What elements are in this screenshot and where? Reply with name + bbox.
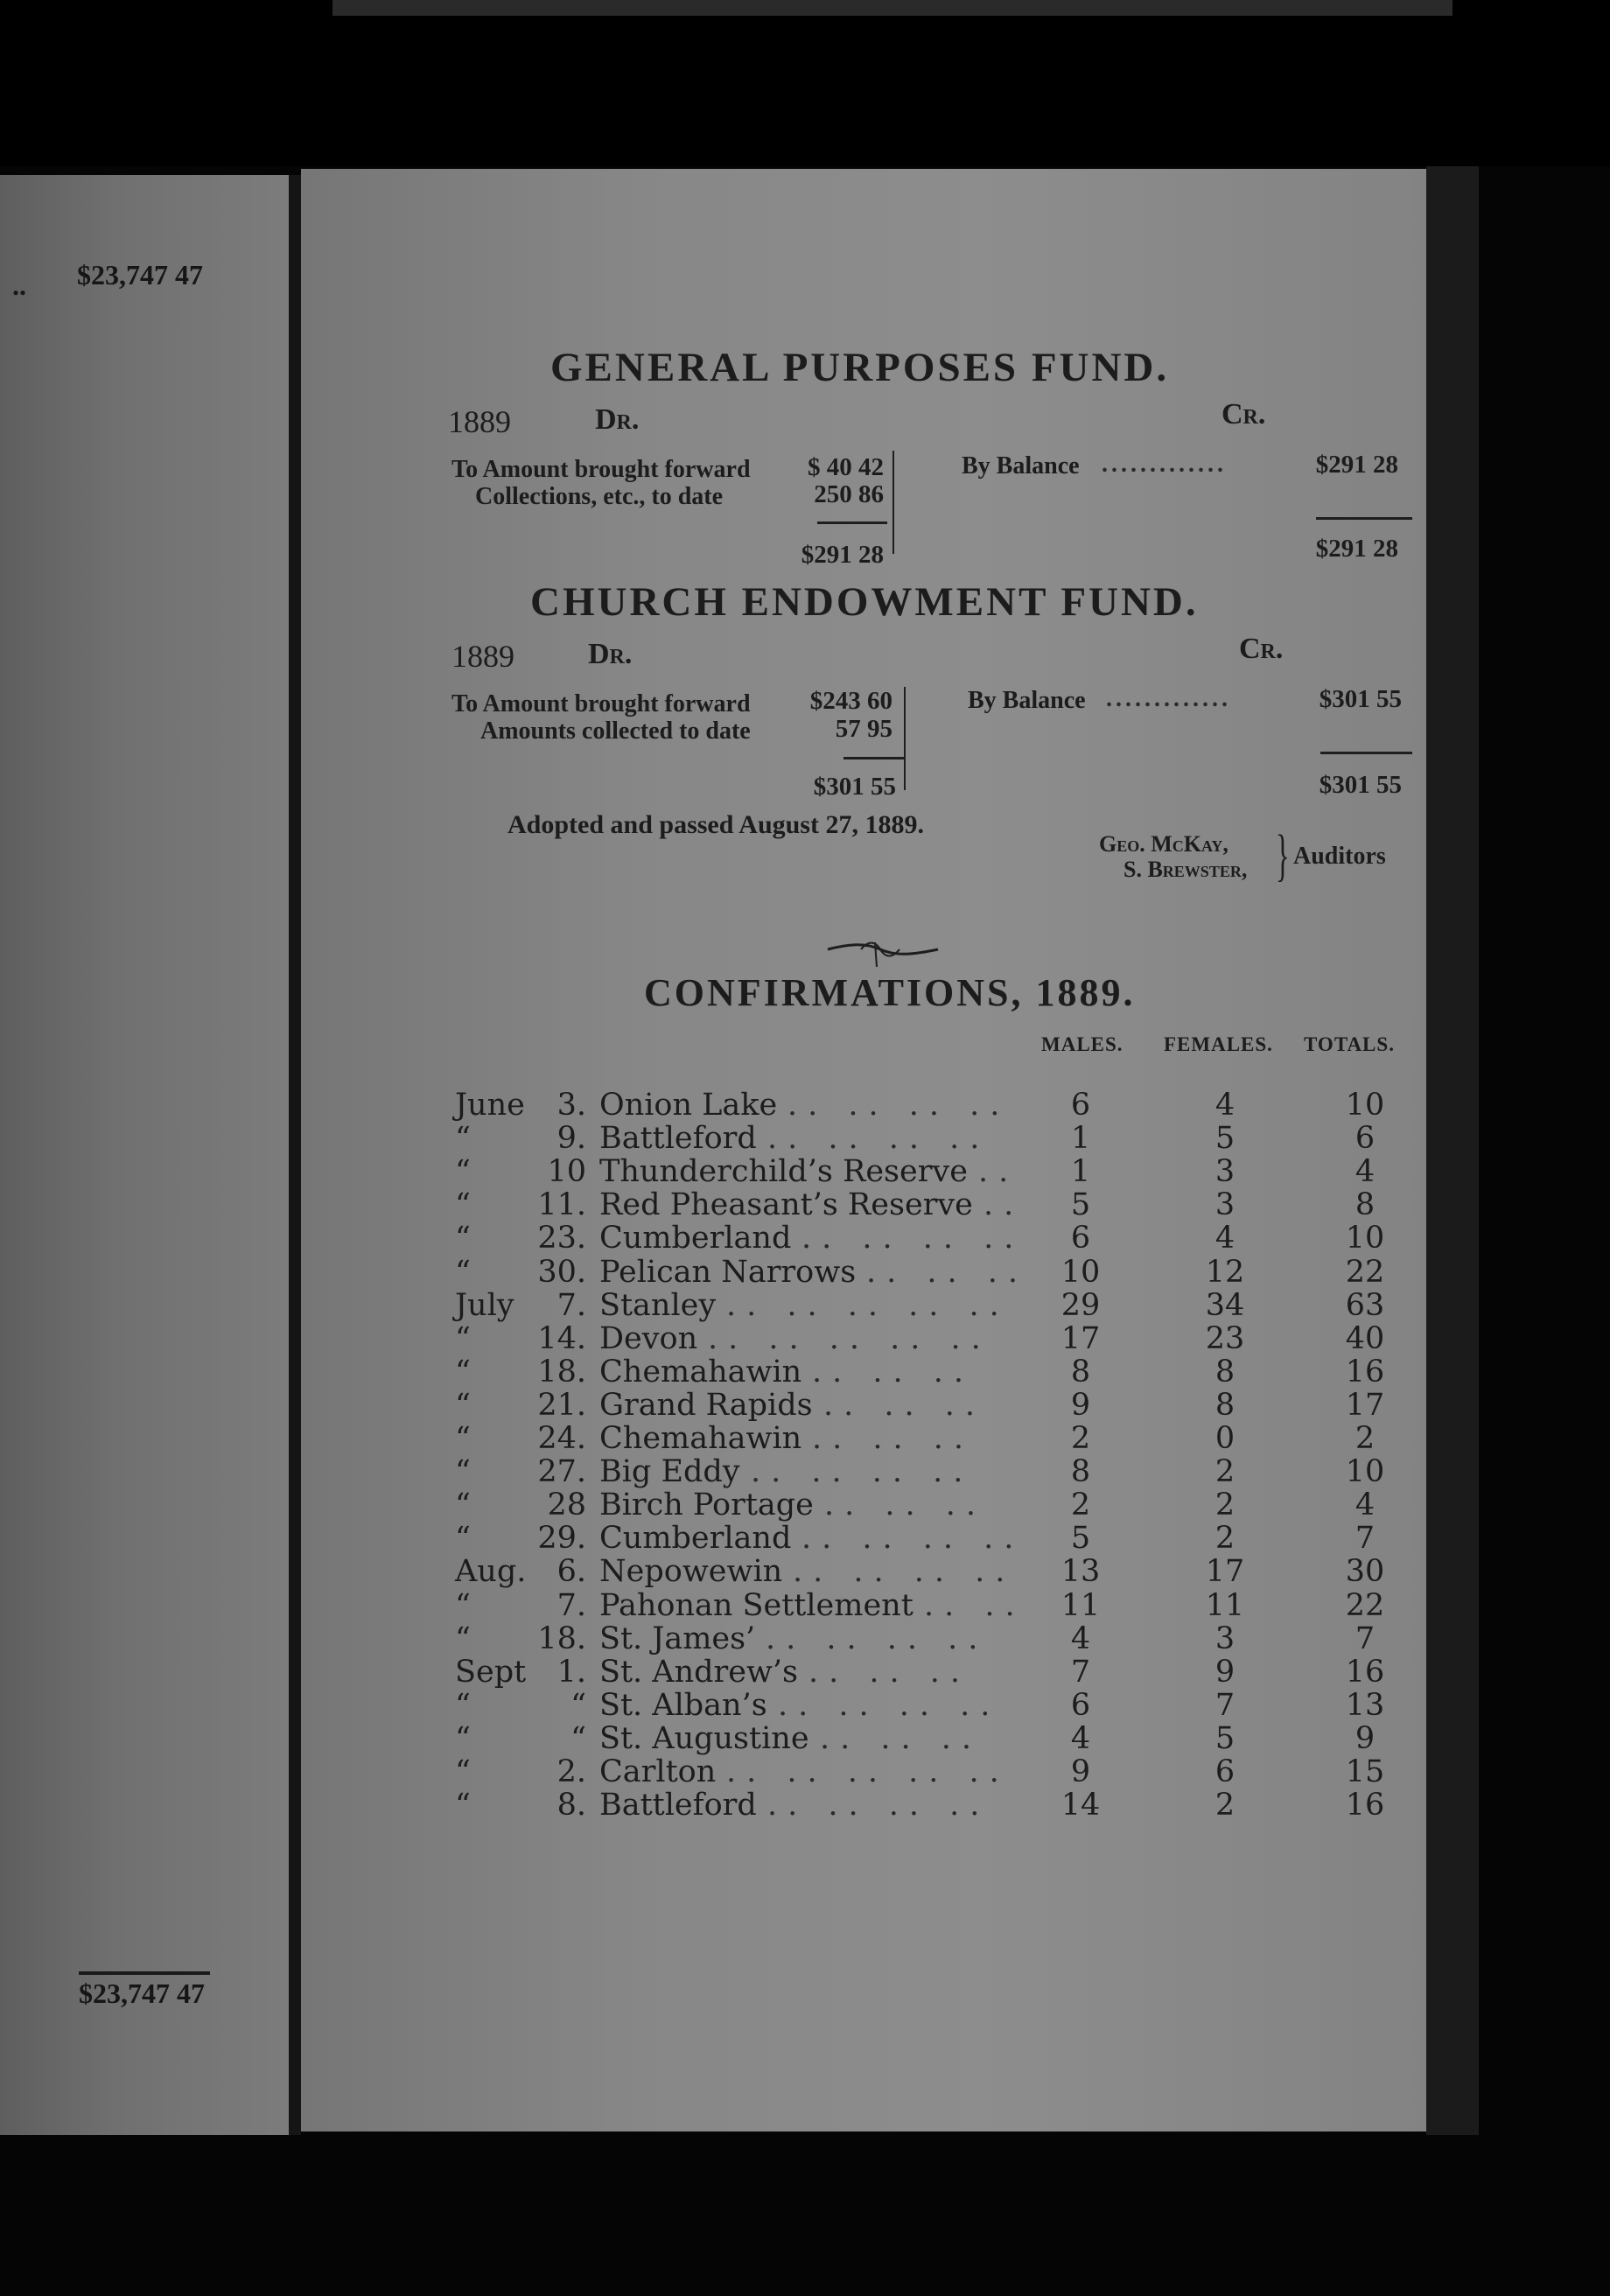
left-page-amount-top: $23,747 47 xyxy=(77,259,203,290)
row-day: 14. xyxy=(537,1320,586,1356)
endowment-fund-cr: Cr. xyxy=(1239,633,1284,665)
row-total: 17 xyxy=(1345,1387,1385,1423)
row-females: 11 xyxy=(1205,1587,1245,1623)
row-leader: .. .. .. xyxy=(824,1488,987,1523)
row-leader: .. .. xyxy=(924,1587,1026,1623)
row-total: 13 xyxy=(1345,1687,1385,1723)
row-place: Chemahawin xyxy=(599,1354,802,1390)
row-males: 9 xyxy=(1070,1387,1091,1423)
row-month: June xyxy=(455,1088,525,1123)
row-females: 2 xyxy=(1214,1488,1236,1523)
row-females: 8 xyxy=(1214,1387,1236,1423)
table-row xyxy=(455,1721,1418,1754)
row-month: “ xyxy=(455,1254,471,1290)
row-place: Big Eddy xyxy=(599,1454,740,1490)
row-month: Sept xyxy=(455,1654,527,1690)
document-page xyxy=(301,169,1426,2132)
scan-border-right xyxy=(1426,166,1479,2135)
row-females: 3 xyxy=(1214,1620,1236,1656)
row-total: 16 xyxy=(1345,1354,1385,1390)
endowment-fund-year: 1889 xyxy=(452,639,514,674)
row-day: 18. xyxy=(537,1620,586,1656)
table-row xyxy=(455,1255,1418,1288)
row-day: 7. xyxy=(556,1587,586,1623)
row-month: July xyxy=(455,1287,514,1323)
row-day: 3. xyxy=(556,1088,586,1123)
endowment-fund-dr-line-1-label: To Amount brought forward xyxy=(452,690,751,718)
row-place: Birch Portage xyxy=(599,1488,814,1523)
row-day: 18. xyxy=(537,1354,586,1390)
row-day: 23. xyxy=(537,1221,586,1256)
endowment-fund-cr-line-label: By Balance xyxy=(968,687,1086,714)
left-page-leader: .. xyxy=(12,270,26,301)
row-females: 2 xyxy=(1214,1454,1236,1490)
row-females: 2 xyxy=(1214,1788,1236,1824)
row-leader: .. .. .. xyxy=(812,1421,975,1456)
row-leader: .. .. .. xyxy=(823,1387,986,1423)
row-females: 4 xyxy=(1214,1088,1236,1123)
row-total: 22 xyxy=(1345,1587,1385,1623)
row-place: Onion Lake xyxy=(599,1088,778,1123)
page-edge-sliver xyxy=(332,0,1452,16)
row-place: Nepowewin xyxy=(599,1554,783,1590)
endowment-fund-dr-line-2-amount: 57 95 xyxy=(835,715,892,743)
row-place: Chemahawin xyxy=(599,1421,802,1456)
endowment-fund-dr-line-2-label: Amounts collected to date xyxy=(480,718,751,745)
row-place: Pahonan Settlement xyxy=(599,1587,914,1623)
left-page-amount-total: $23,747 47 xyxy=(79,1978,205,2009)
row-females: 5 xyxy=(1214,1121,1236,1157)
row-males: 1 xyxy=(1070,1154,1091,1190)
adoption-statement: Adopted and passed August 27, 1889. xyxy=(508,810,924,839)
header-totals: TOTALS. xyxy=(1304,1033,1395,1055)
row-males: 5 xyxy=(1070,1187,1091,1223)
general-fund-cr-line-amount: $291 28 xyxy=(1315,451,1398,479)
row-day: 10 xyxy=(547,1154,586,1190)
row-leader: .. .. .. .. xyxy=(767,1121,990,1157)
row-males: 8 xyxy=(1070,1454,1091,1490)
row-leader: .. .. .. .. .. xyxy=(726,1754,1010,1789)
row-total: 30 xyxy=(1345,1554,1385,1590)
row-total: 63 xyxy=(1345,1287,1385,1323)
row-leader: .. .. .. xyxy=(808,1654,971,1690)
row-month: “ xyxy=(455,1421,471,1456)
row-month: “ xyxy=(455,1720,471,1756)
general-fund-dr-line-2-amount: 250 86 xyxy=(814,480,884,508)
row-leader: .. .. .. .. xyxy=(751,1454,974,1490)
endowment-fund-column-divider xyxy=(904,687,906,790)
row-total: 7 xyxy=(1354,1521,1376,1557)
row-males: 8 xyxy=(1070,1354,1091,1390)
auditor-1: Geo. McKay, xyxy=(1099,831,1228,857)
auditor-2: S. Brewster, xyxy=(1124,857,1248,882)
row-females: 7 xyxy=(1214,1687,1236,1723)
row-leader: .. .. .. .. xyxy=(793,1554,1016,1590)
row-month: “ xyxy=(455,1221,471,1256)
row-males: 9 xyxy=(1070,1754,1091,1789)
general-fund-cr-total: $291 28 xyxy=(1315,535,1398,563)
row-month: “ xyxy=(455,1387,471,1423)
row-females: 23 xyxy=(1205,1320,1245,1356)
endowment-fund-dr-total-rule xyxy=(844,757,905,760)
row-leader: .. .. .. .. .. xyxy=(726,1287,1010,1323)
row-place: Battleford xyxy=(599,1121,757,1157)
general-fund-title: GENERAL PURPOSES FUND. xyxy=(550,345,1170,390)
row-month: “ xyxy=(455,1320,471,1356)
general-fund-cr-leader: ............. xyxy=(1102,451,1227,478)
row-place: Grand Rapids xyxy=(599,1387,813,1423)
row-males: 11 xyxy=(1060,1587,1101,1623)
row-females: 0 xyxy=(1214,1421,1236,1456)
row-place: Carlton xyxy=(599,1754,717,1789)
row-leader: .. .. .. .. xyxy=(778,1687,1001,1723)
endowment-fund-cr-total-rule xyxy=(1320,752,1412,754)
row-total: 16 xyxy=(1345,1654,1385,1690)
table-row xyxy=(455,1288,1418,1321)
table-row xyxy=(455,1221,1418,1254)
row-total: 7 xyxy=(1354,1620,1376,1656)
row-males: 4 xyxy=(1070,1720,1091,1756)
row-day: 9. xyxy=(556,1121,586,1157)
row-females: 5 xyxy=(1214,1720,1236,1756)
table-row xyxy=(455,1187,1418,1221)
row-place: Thunderchild’s Reserve xyxy=(599,1154,968,1190)
row-males: 6 xyxy=(1070,1221,1091,1256)
row-place: St. James’ xyxy=(599,1620,756,1656)
auditors-brace: } xyxy=(1275,823,1290,887)
row-males: 1 xyxy=(1070,1121,1091,1157)
row-total: 4 xyxy=(1354,1154,1376,1190)
row-leader: .. .. .. xyxy=(812,1354,975,1390)
row-males: 2 xyxy=(1070,1421,1091,1456)
row-place: Battleford xyxy=(599,1788,757,1824)
table-row xyxy=(455,1454,1418,1488)
table-row xyxy=(455,1655,1418,1688)
table-row xyxy=(455,1354,1418,1388)
row-males: 5 xyxy=(1070,1521,1091,1557)
row-males: 4 xyxy=(1070,1620,1091,1656)
general-fund-dr-line-1-amount: $ 40 42 xyxy=(808,453,884,481)
row-males: 6 xyxy=(1070,1687,1091,1723)
table-row xyxy=(455,1388,1418,1421)
row-day: 30. xyxy=(537,1254,586,1290)
row-month: “ xyxy=(455,1521,471,1557)
row-month: “ xyxy=(455,1687,471,1723)
row-females: 34 xyxy=(1205,1287,1245,1323)
row-leader: .. xyxy=(978,1154,1019,1190)
row-month: “ xyxy=(455,1454,471,1490)
table-row xyxy=(455,1154,1418,1190)
header-males: MALES. xyxy=(1041,1033,1124,1055)
row-month: “ xyxy=(455,1354,471,1390)
confirmations-title: CONFIRMATIONS, 1889. xyxy=(644,971,1136,1014)
row-month: “ xyxy=(455,1121,471,1157)
row-total: 4 xyxy=(1354,1488,1376,1523)
row-leader: .. .. .. .. xyxy=(802,1221,1025,1256)
general-fund-year: 1889 xyxy=(448,404,511,439)
table-row xyxy=(455,1621,1418,1655)
endowment-fund-dr: Dr. xyxy=(588,638,633,670)
row-females: 3 xyxy=(1214,1154,1236,1190)
row-females: 17 xyxy=(1205,1554,1245,1590)
row-month: “ xyxy=(455,1187,471,1223)
row-leader: .. .. .. .. .. xyxy=(708,1320,991,1356)
endowment-fund-cr-leader: ............. xyxy=(1106,685,1231,712)
row-males: 6 xyxy=(1070,1088,1091,1123)
row-females: 3 xyxy=(1214,1187,1236,1223)
row-total: 2 xyxy=(1354,1421,1376,1456)
row-females: 6 xyxy=(1214,1754,1236,1789)
general-fund-column-divider xyxy=(892,451,894,554)
row-place: St. Augustine xyxy=(599,1720,809,1756)
row-month: “ xyxy=(455,1788,471,1824)
row-total: 10 xyxy=(1345,1454,1385,1490)
row-place: Cumberland xyxy=(599,1521,792,1557)
row-day: 8. xyxy=(556,1788,586,1824)
row-leader: .. .. .. xyxy=(820,1720,983,1756)
endowment-fund-cr-line-amount: $301 55 xyxy=(1319,685,1402,713)
general-fund-dr: Dr. xyxy=(595,403,640,436)
endowment-fund-dr-total: $301 55 xyxy=(813,773,896,801)
left-page-total-rule xyxy=(79,1971,210,1975)
row-place: Cumberland xyxy=(599,1221,792,1256)
row-month: Aug. xyxy=(455,1554,527,1590)
row-leader: .. .. .. xyxy=(866,1254,1029,1290)
row-leader: .. .. .. .. xyxy=(788,1088,1011,1123)
row-total: 22 xyxy=(1345,1254,1385,1290)
row-leader: .. .. .. .. xyxy=(766,1620,989,1656)
row-place: St. Andrew’s xyxy=(599,1654,799,1690)
row-place: Devon xyxy=(599,1320,698,1356)
row-females: 12 xyxy=(1205,1254,1245,1290)
row-males: 17 xyxy=(1060,1320,1101,1356)
general-fund-cr: Cr. xyxy=(1222,398,1266,430)
row-total: 15 xyxy=(1345,1754,1385,1789)
row-day: “ xyxy=(570,1720,586,1756)
auditors-label: Auditors xyxy=(1293,843,1386,870)
table-row xyxy=(455,1754,1418,1788)
row-total: 9 xyxy=(1354,1720,1376,1756)
row-males: 7 xyxy=(1070,1654,1091,1690)
row-place: St. Alban’s xyxy=(599,1687,767,1723)
table-row xyxy=(455,1321,1418,1354)
row-total: 10 xyxy=(1345,1221,1385,1256)
row-males: 13 xyxy=(1060,1554,1101,1590)
endowment-fund-cr-total: $301 55 xyxy=(1319,771,1402,799)
row-month: “ xyxy=(455,1587,471,1623)
ornament-divider-icon xyxy=(826,930,940,969)
scan-border-top xyxy=(0,0,1610,166)
row-place: Stanley xyxy=(599,1287,717,1323)
row-day: 27. xyxy=(537,1454,586,1490)
row-day: 6. xyxy=(556,1554,586,1590)
table-row xyxy=(455,1121,1418,1157)
endowment-fund-title: CHURCH ENDOWMENT FUND. xyxy=(530,579,1199,625)
row-day: 28 xyxy=(547,1488,586,1523)
table-row xyxy=(455,1554,1418,1590)
table-row xyxy=(455,1588,1418,1621)
row-month: “ xyxy=(455,1154,471,1190)
general-fund-dr-total: $291 28 xyxy=(801,541,884,569)
row-females: 2 xyxy=(1214,1521,1236,1557)
row-leader: .. .. .. .. xyxy=(767,1788,990,1824)
table-row xyxy=(455,1521,1418,1557)
table-row xyxy=(455,1688,1418,1721)
row-females: 9 xyxy=(1214,1654,1236,1690)
row-day: 21. xyxy=(537,1387,586,1423)
general-fund-dr-line-1-label: To Amount brought forward xyxy=(452,456,751,483)
general-fund-cr-total-rule xyxy=(1316,517,1412,520)
table-row xyxy=(455,1088,1418,1121)
row-day: 24. xyxy=(537,1421,586,1456)
row-leader: .. xyxy=(984,1187,1025,1223)
general-fund-dr-line-2-label: Collections, etc., to date xyxy=(475,483,724,510)
table-row xyxy=(455,1421,1418,1454)
row-males: 2 xyxy=(1070,1488,1091,1523)
row-males: 14 xyxy=(1060,1788,1101,1824)
row-males: 29 xyxy=(1060,1287,1101,1323)
endowment-fund-dr-line-1-amount: $243 60 xyxy=(809,687,892,715)
row-day: 29. xyxy=(537,1521,586,1557)
row-place: Pelican Narrows xyxy=(599,1254,857,1290)
row-total: 10 xyxy=(1345,1088,1385,1123)
row-month: “ xyxy=(455,1488,471,1523)
header-females: FEMALES. xyxy=(1164,1033,1273,1055)
left-page xyxy=(0,175,289,2135)
row-males: 10 xyxy=(1060,1254,1101,1290)
row-leader: .. .. .. .. xyxy=(802,1521,1025,1557)
row-day: “ xyxy=(570,1687,586,1723)
row-day: 11. xyxy=(537,1187,586,1223)
book-gutter xyxy=(289,175,301,2135)
row-month: “ xyxy=(455,1620,471,1656)
row-day: 2. xyxy=(556,1754,586,1789)
table-row xyxy=(455,1488,1418,1521)
row-day: 7. xyxy=(556,1287,586,1323)
general-fund-dr-total-rule xyxy=(817,522,887,524)
row-total: 16 xyxy=(1345,1788,1385,1824)
row-total: 8 xyxy=(1354,1187,1376,1223)
row-females: 4 xyxy=(1214,1221,1236,1256)
row-total: 40 xyxy=(1345,1320,1385,1356)
row-day: 1. xyxy=(556,1654,586,1690)
row-place: Red Pheasant’s Reserve xyxy=(599,1187,973,1223)
row-females: 8 xyxy=(1214,1354,1236,1390)
row-month: “ xyxy=(455,1754,471,1789)
row-total: 6 xyxy=(1354,1121,1376,1157)
general-fund-cr-line-label: By Balance xyxy=(962,452,1080,480)
table-row xyxy=(455,1788,1418,1824)
